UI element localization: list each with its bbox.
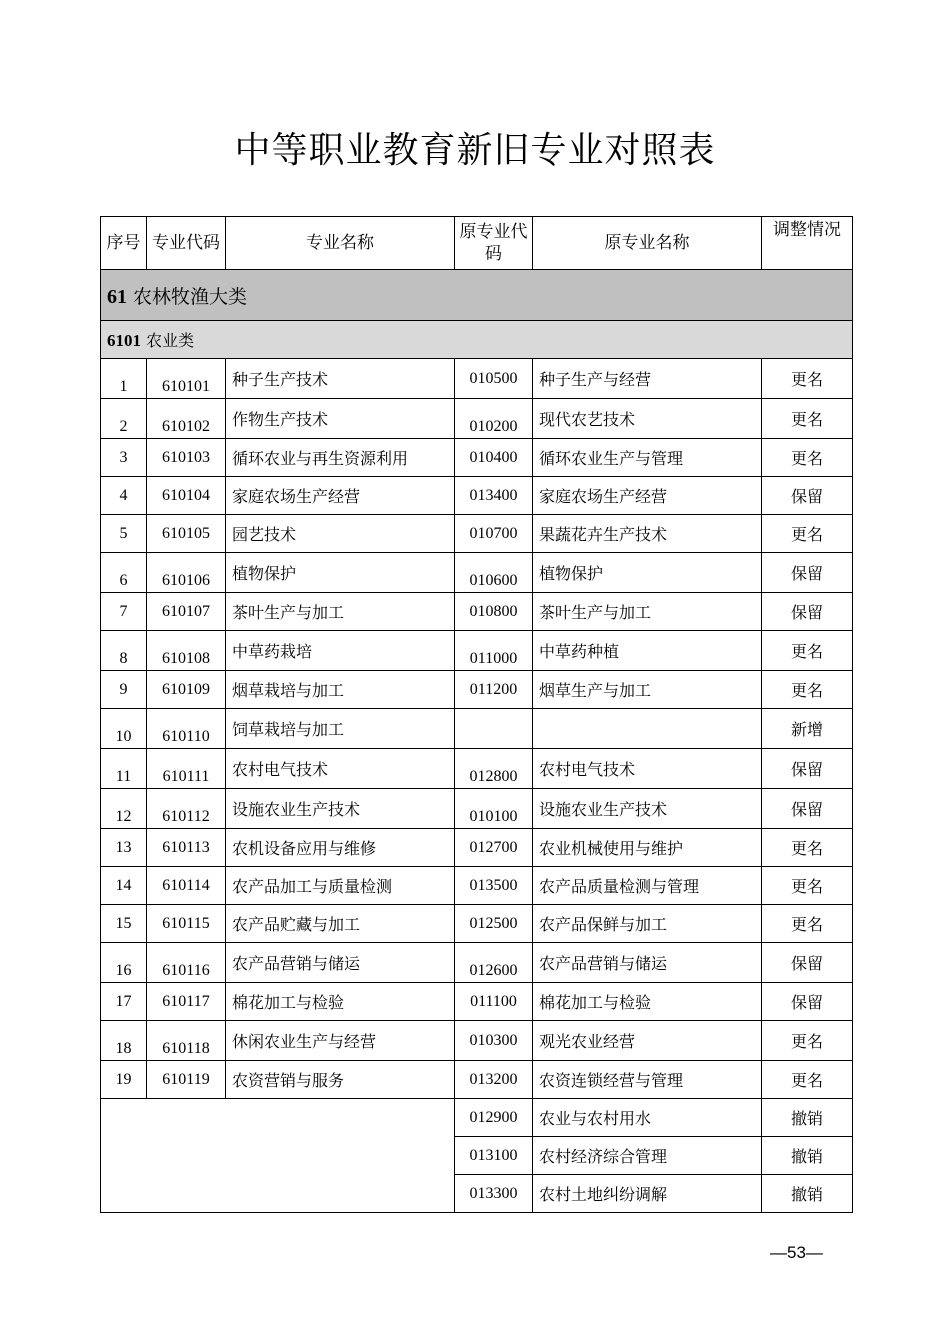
table-row	[101, 477, 853, 515]
table-row	[101, 1021, 853, 1061]
name-cell: 农产品加工与质量检测	[226, 867, 455, 905]
orig-name-cell: 农村电气技术	[533, 749, 762, 789]
status-cell: 保留	[762, 983, 853, 1021]
orig-name-cell: 现代农艺技术	[533, 399, 762, 439]
name-cell: 农村电气技术	[226, 749, 455, 789]
table-row	[101, 631, 853, 671]
orig-code-cell: 012900	[455, 1099, 533, 1137]
status-cell: 更名	[762, 829, 853, 867]
table-row	[101, 1061, 853, 1099]
orig-code-cell: 012500	[455, 905, 533, 943]
name-cell: 植物保护	[226, 553, 455, 593]
orig-code-cell: 010100	[455, 789, 533, 829]
orig-name-cell: 种子生产与经营	[533, 359, 762, 399]
code-cell: 610112	[147, 789, 226, 829]
table-row	[101, 867, 853, 905]
code-cell: 610105	[147, 515, 226, 553]
seq-cell: 6	[101, 553, 147, 593]
orig-name-cell: 农产品质量检测与管理	[533, 867, 762, 905]
header-status: 调整情况	[762, 217, 853, 270]
seq-cell: 15	[101, 905, 147, 943]
header-seq: 序号	[101, 217, 147, 270]
orig-code-cell: 013200	[455, 1061, 533, 1099]
seq-cell: 19	[101, 1061, 147, 1099]
orig-name-cell: 果蔬花卉生产技术	[533, 515, 762, 553]
name-cell: 中草药栽培	[226, 631, 455, 671]
orig-code-cell: 011200	[455, 671, 533, 709]
name-cell: 棉花加工与检验	[226, 983, 455, 1021]
name-cell: 农机设备应用与维修	[226, 829, 455, 867]
code-cell: 610108	[147, 631, 226, 671]
name-cell: 园艺技术	[226, 515, 455, 553]
orig-code-cell: 013100	[455, 1137, 533, 1175]
code-cell: 610106	[147, 553, 226, 593]
seq-cell: 18	[101, 1021, 147, 1061]
subcategory-name: 农业类	[146, 331, 195, 350]
table-row	[101, 709, 853, 749]
code-cell: 610115	[147, 905, 226, 943]
code-cell: 610104	[147, 477, 226, 515]
status-cell: 保留	[762, 593, 853, 631]
orig-code-cell: 010500	[455, 359, 533, 399]
orig-code-cell: 013400	[455, 477, 533, 515]
seq-cell: 13	[101, 829, 147, 867]
header-row	[101, 217, 853, 270]
page-number: —53—	[770, 1243, 823, 1262]
orig-name-cell: 农业机械使用与维护	[533, 829, 762, 867]
name-cell: 饲草栽培与加工	[226, 709, 455, 749]
orig-name-cell: 农村土地纠纷调解	[533, 1175, 762, 1213]
seq-cell: 1	[101, 359, 147, 399]
orig-code-cell: 010800	[455, 593, 533, 631]
page-title: 中等职业教育新旧专业对照表	[234, 130, 716, 171]
subcategory-code: 6101	[107, 331, 141, 350]
code-cell: 610118	[147, 1021, 226, 1061]
status-cell: 撤销	[762, 1099, 853, 1137]
empty-merged-cell	[101, 1099, 455, 1213]
orig-name-cell: 农产品营销与储运	[533, 943, 762, 983]
name-cell: 循环农业与再生资源利用	[226, 439, 455, 477]
table-row	[101, 515, 853, 553]
orig-code-cell: 011000	[455, 631, 533, 671]
category-row	[101, 270, 853, 321]
orig-code-cell: 011100	[455, 983, 533, 1021]
table-row-removed	[101, 1099, 853, 1137]
seq-cell: 5	[101, 515, 147, 553]
category-cell	[101, 270, 853, 321]
seq-cell: 8	[101, 631, 147, 671]
orig-name-cell: 设施农业生产技术	[533, 789, 762, 829]
code-cell: 610111	[147, 749, 226, 789]
header-code: 专业代码	[147, 217, 226, 270]
table-row	[101, 983, 853, 1021]
header-name: 专业名称	[226, 217, 455, 270]
orig-code-cell: 010600	[455, 553, 533, 593]
orig-code-cell: 010200	[455, 399, 533, 439]
status-cell: 保留	[762, 789, 853, 829]
status-cell: 更名	[762, 1061, 853, 1099]
status-cell: 更名	[762, 359, 853, 399]
header-orig-code: 原专业代码	[455, 217, 533, 270]
status-cell: 更名	[762, 905, 853, 943]
subcategory-row	[101, 321, 853, 359]
code-cell: 610116	[147, 943, 226, 983]
orig-code-cell: 010400	[455, 439, 533, 477]
orig-name-cell: 棉花加工与检验	[533, 983, 762, 1021]
category-name: 农林牧渔大类	[133, 285, 248, 308]
name-cell: 种子生产技术	[226, 359, 455, 399]
code-cell: 610101	[147, 359, 226, 399]
orig-code-cell: 013500	[455, 867, 533, 905]
subcategory-cell	[101, 321, 853, 359]
code-cell: 610113	[147, 829, 226, 867]
seq-cell: 14	[101, 867, 147, 905]
status-cell: 更名	[762, 515, 853, 553]
code-cell: 610110	[147, 709, 226, 749]
orig-code-cell: 012700	[455, 829, 533, 867]
seq-cell: 9	[101, 671, 147, 709]
status-cell: 更名	[762, 867, 853, 905]
name-cell: 家庭农场生产经营	[226, 477, 455, 515]
table-row	[101, 789, 853, 829]
code-cell: 610102	[147, 399, 226, 439]
seq-cell: 12	[101, 789, 147, 829]
seq-cell: 3	[101, 439, 147, 477]
major-comparison-table	[100, 216, 853, 1213]
orig-name-cell: 农业与农村用水	[533, 1099, 762, 1137]
status-cell: 保留	[762, 749, 853, 789]
orig-name-cell: 观光农业经营	[533, 1021, 762, 1061]
orig-code-cell: 012600	[455, 943, 533, 983]
orig-name-cell: 烟草生产与加工	[533, 671, 762, 709]
status-cell: 保留	[762, 553, 853, 593]
status-cell: 保留	[762, 477, 853, 515]
table-row	[101, 749, 853, 789]
orig-name-cell: 茶叶生产与加工	[533, 593, 762, 631]
orig-code-cell: 010700	[455, 515, 533, 553]
name-cell: 烟草栽培与加工	[226, 671, 455, 709]
name-cell: 设施农业生产技术	[226, 789, 455, 829]
code-cell: 610117	[147, 983, 226, 1021]
orig-name-cell: 农村经济综合管理	[533, 1137, 762, 1175]
orig-name-cell: 植物保护	[533, 553, 762, 593]
orig-code-cell: 013300	[455, 1175, 533, 1213]
table-row	[101, 905, 853, 943]
name-cell: 农产品营销与储运	[226, 943, 455, 983]
orig-name-cell: 农资连锁经营与管理	[533, 1061, 762, 1099]
table-row	[101, 829, 853, 867]
orig-code-cell: 010300	[455, 1021, 533, 1061]
code-cell: 610103	[147, 439, 226, 477]
category-code: 61	[107, 285, 127, 308]
name-cell: 休闲农业生产与经营	[226, 1021, 455, 1061]
orig-name-cell: 家庭农场生产经营	[533, 477, 762, 515]
status-cell: 更名	[762, 399, 853, 439]
orig-code-cell	[455, 709, 533, 749]
table-row	[101, 671, 853, 709]
name-cell: 茶叶生产与加工	[226, 593, 455, 631]
orig-name-cell	[533, 709, 762, 749]
seq-cell: 16	[101, 943, 147, 983]
seq-cell: 10	[101, 709, 147, 749]
code-cell: 610109	[147, 671, 226, 709]
table-row	[101, 359, 853, 399]
status-cell: 更名	[762, 671, 853, 709]
code-cell: 610119	[147, 1061, 226, 1099]
seq-cell: 4	[101, 477, 147, 515]
status-cell: 撤销	[762, 1175, 853, 1213]
name-cell: 农资营销与服务	[226, 1061, 455, 1099]
seq-cell: 11	[101, 749, 147, 789]
seq-cell: 7	[101, 593, 147, 631]
orig-name-cell: 循环农业生产与管理	[533, 439, 762, 477]
status-cell: 更名	[762, 1021, 853, 1061]
table-row	[101, 399, 853, 439]
orig-code-cell: 012800	[455, 749, 533, 789]
orig-name-cell: 中草药种植	[533, 631, 762, 671]
table-row	[101, 439, 853, 477]
orig-name-cell: 农产品保鲜与加工	[533, 905, 762, 943]
name-cell: 农产品贮藏与加工	[226, 905, 455, 943]
status-cell: 新增	[762, 709, 853, 749]
status-cell: 更名	[762, 439, 853, 477]
seq-cell: 17	[101, 983, 147, 1021]
header-orig-name: 原专业名称	[533, 217, 762, 270]
code-cell: 610114	[147, 867, 226, 905]
code-cell: 610107	[147, 593, 226, 631]
table-row	[101, 593, 853, 631]
table-row	[101, 553, 853, 593]
status-cell: 保留	[762, 943, 853, 983]
status-cell: 更名	[762, 631, 853, 671]
status-cell: 撤销	[762, 1137, 853, 1175]
name-cell: 作物生产技术	[226, 399, 455, 439]
seq-cell: 2	[101, 399, 147, 439]
table-row	[101, 943, 853, 983]
